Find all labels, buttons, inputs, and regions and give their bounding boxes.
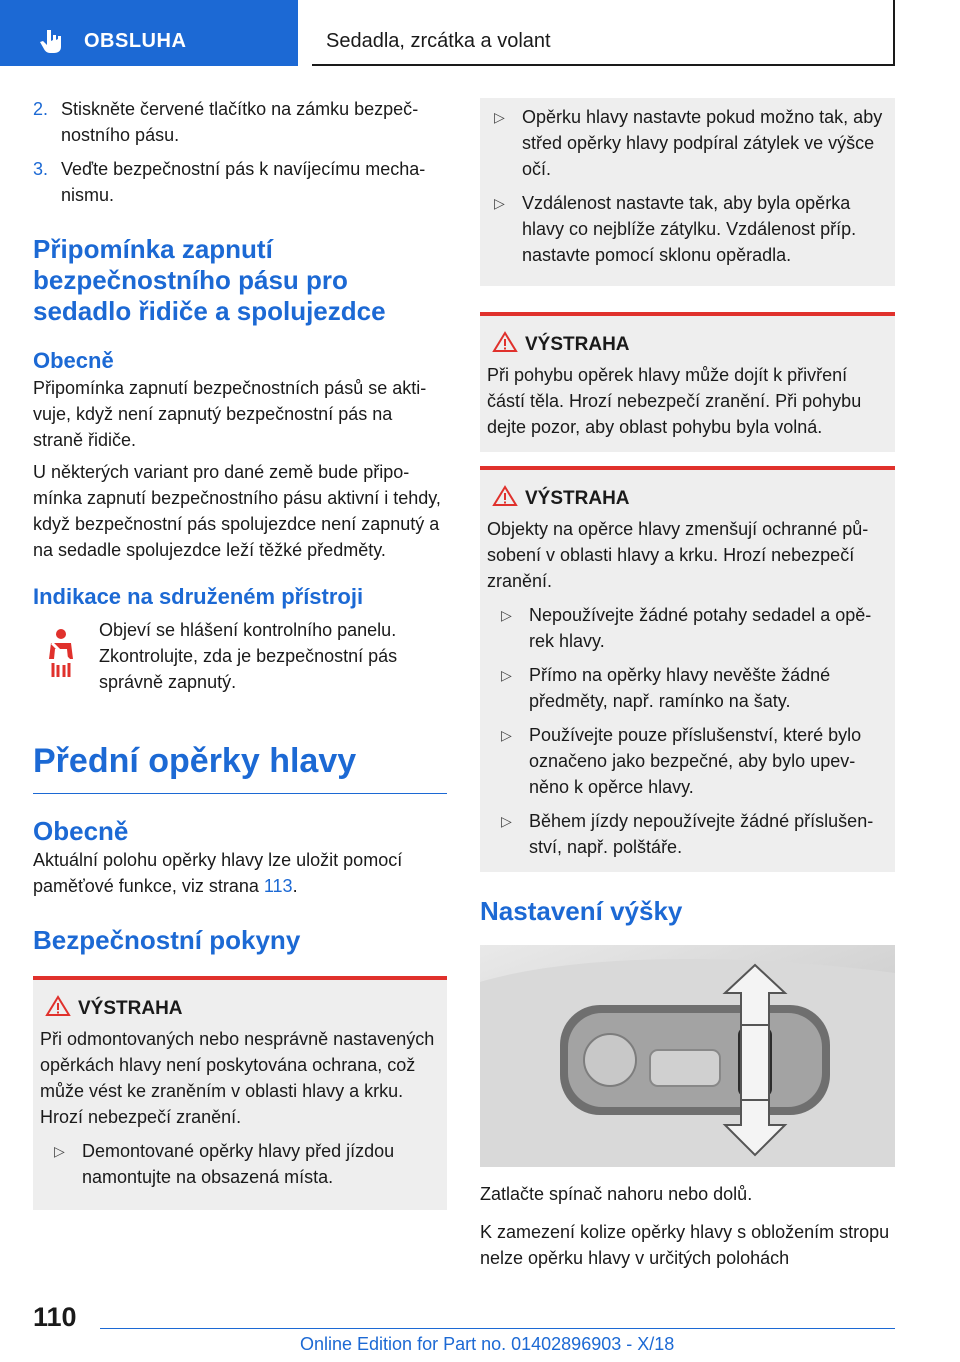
paragraph: U některých variant pro dané země bude připomínka zapnutí bezpečnostního pásu aktivní i tehdy, když bezpečnostní pás spolujezdce není zapnutý a na sedadle spolujezdce leží těžké předměty. xyxy=(33,462,441,560)
left-column xyxy=(33,96,447,1210)
warning-triangle-icon xyxy=(45,995,71,1017)
paragraph: K zamezení kolize opěrky hlavy s obložením stropu nelze opěrku hlavy v určitých polohách xyxy=(480,1222,890,1268)
list-item: ▷ Vzdálenost nastavte tak, aby byla opěrka hlavy co nejblíže zátylku. Vzdálenost příp. nastavte pomocí sklonu opěradla. xyxy=(480,190,895,268)
chapter-heading: Přední opěrky hlavy xyxy=(33,742,357,780)
footer-rule xyxy=(100,1328,895,1329)
list-item: ▷ Demontované opěrky hlavy před jízdou namontujte na obsazená místa. xyxy=(40,1138,440,1190)
heading-rule xyxy=(33,793,447,794)
section-label: OBSLUHA xyxy=(84,30,187,52)
bullet-triangle-icon: ▷ xyxy=(494,195,505,211)
section-heading: Bezpečnostní pokyny xyxy=(33,925,301,955)
list-item: 2. Stiskněte červené tlačítko na zámku bezpečnostního pásu. xyxy=(33,99,419,145)
warning-box xyxy=(33,976,447,1210)
list-item: ▷ Přímo na opěrky hlavy nevěšte žádné předměty, např. ramínko na šaty. xyxy=(487,662,888,714)
list-item: 3. Veďte bezpečnostní pás k navíjecímu mechanismu. xyxy=(33,159,426,205)
section-tab[interactable] xyxy=(0,0,298,66)
hand-pointer-icon xyxy=(38,26,66,54)
indicator-text: Objeví se hlášení kontrolního panelu. Zkontrolujte, zda je bezpečnostní pás správně zapnutý. xyxy=(99,620,398,692)
warning-text: Při pohybu opěrek hlavy může dojít k přivření částí těla. Hrozí nebezpečí zranění. Při pohybu dejte pozor, aby oblast pohybu byla volná. xyxy=(487,365,862,437)
warning-title: VÝSTRAHA xyxy=(487,484,888,510)
warning-triangle-icon xyxy=(492,331,518,353)
seat-switch-photo xyxy=(480,945,895,1167)
caption: Zatlačte spínač nahoru nebo dolů. xyxy=(480,1184,753,1204)
list-item: ▷ Během jízdy nepoužívejte žádné příslušenství, např. polštáře. xyxy=(487,808,888,860)
bullet-triangle-icon: ▷ xyxy=(54,1143,65,1159)
list-item: ▷ Opěrku hlavy nastavte pokud možno tak, aby střed opěrky hlavy podpíral zátylek ve výšce očí. xyxy=(480,104,895,182)
chapter-title: Sedadla, zrcátka a volant xyxy=(326,30,551,52)
warning-text: Objekty na opěrce hlavy zmenšují ochranné působení v oblasti hlavy a krku. Hrozí nebezpečí zranění. xyxy=(487,519,869,591)
warning-box xyxy=(480,466,895,872)
indicator-block xyxy=(33,617,447,707)
section-heading: Obecně xyxy=(33,816,129,846)
chapter-header xyxy=(312,0,895,66)
section-heading: Připomínka zapnutí bezpečnostního pásu pro sedadlo řidiče a spolujezdce xyxy=(33,234,386,326)
section-heading: Nastavení výšky xyxy=(480,896,683,926)
paragraph: Aktuální polohu opěrky hlavy lze uložit pomocí paměťové funkce, viz strana 113. xyxy=(33,850,403,896)
subheading: Indikace na sdruženém přístroji xyxy=(33,584,364,609)
edition-note: Online Edition for Part no. 01402896903 - X/18 xyxy=(300,1334,675,1354)
page-number: 110 xyxy=(33,1302,77,1332)
warning-title: VÝSTRAHA xyxy=(40,994,440,1020)
warning-triangle-icon xyxy=(492,485,518,507)
bullet-triangle-icon: ▷ xyxy=(501,813,512,829)
right-column xyxy=(480,98,895,1271)
seat-switch-illustration xyxy=(480,945,895,1167)
bullet-triangle-icon: ▷ xyxy=(501,607,512,623)
subheading: Obecně xyxy=(33,348,114,373)
list-item: ▷ Nepoužívejte žádné potahy sedadel a opěrek hlavy. xyxy=(487,602,888,654)
bullet-box xyxy=(480,98,895,286)
paragraph: Připomínka zapnutí bezpečnostních pásů se aktivuje, když není zapnutý bezpečnostní pás na straně řidiče. xyxy=(33,378,427,450)
warning-box xyxy=(480,312,895,452)
warning-title: VÝSTRAHA xyxy=(487,330,888,356)
bullet-triangle-icon: ▷ xyxy=(494,109,505,125)
warning-text: Při odmontovaných nebo nesprávně nastavených opěrkách hlavy není poskytována ochrana, což může vést ke zraněním v oblasti hlavy a krku. Hrozí nebezpečí zranění. xyxy=(40,1029,435,1127)
bullet-triangle-icon: ▷ xyxy=(501,727,512,743)
seatbelt-warning-icon xyxy=(43,627,79,679)
page-link[interactable]: 113 xyxy=(263,876,293,896)
list-item: ▷ Používejte pouze příslušenství, které bylo označeno jako bezpečné, aby bylo upevněno k opěrce hlavy. xyxy=(487,722,888,800)
bullet-triangle-icon: ▷ xyxy=(501,667,512,683)
